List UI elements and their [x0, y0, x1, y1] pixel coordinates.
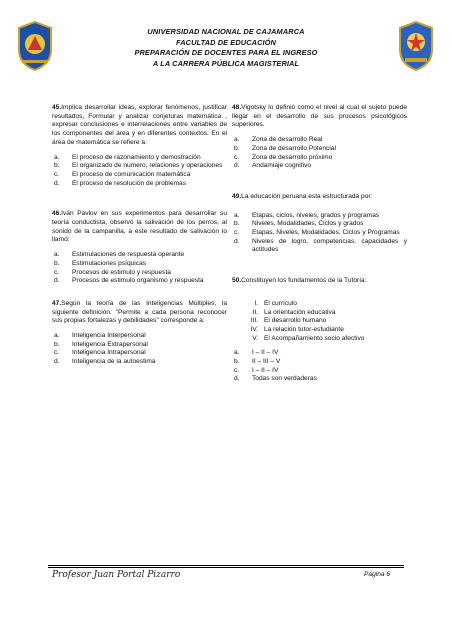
- question-49: [232, 193, 407, 255]
- question-number: 50.: [232, 277, 242, 285]
- option-d: d. Todas son verdaderas: [234, 375, 317, 383]
- statement-item: V. El Acompañamiento socio afectivo: [252, 334, 365, 342]
- footer-rule: [48, 565, 404, 566]
- footer-author: Profesor Juan Portal Pizarro: [52, 570, 181, 580]
- statement-item: I. El currículo: [254, 299, 297, 307]
- question-number: 46.: [52, 210, 62, 218]
- option-a: a. Estimulaciones de respuesta operante: [54, 251, 185, 259]
- option-a: a. Zona de desarrollo Real: [234, 136, 323, 144]
- option-a: a. Inteligencia Interpersonal: [54, 332, 146, 340]
- option-d: d. Inteligencia de la autoestima: [54, 358, 156, 366]
- option-d: d. Andamiaje cognitivo: [234, 162, 312, 170]
- option-b: b. Zona de desarrollo Potencial: [234, 144, 336, 152]
- question-number: 45.: [52, 104, 62, 111]
- question-text: Iván Pavlov en sus experimentos para desarrollar su teoría conductista, observó la salivación de los perros, al sonido de la campanilla, a este resultado de salivación lo llamó:: [52, 210, 227, 244]
- question-text: Implica desarrollar ideas, explorar fenómenos, justificar resultados, Formular y analizar conjeturas matemática , expresar conclusiones e interrelaciones entre variables de los componentes del área y en diferentes contextos. En el área de matemática se refiere a:: [52, 104, 227, 146]
- option-a: a. I – II – IV: [234, 349, 279, 357]
- question-number: 48.: [232, 104, 242, 111]
- question-text: Constituyen los fundamentos de la Tutoría:: [241, 277, 367, 285]
- question-number: 47.: [52, 299, 62, 307]
- option-c: c. I – II – IV: [234, 366, 279, 374]
- right-column: [232, 104, 407, 384]
- option-d: d. Procesos de estimulo organismo y respuesta: [54, 277, 204, 285]
- question-47: [52, 300, 227, 367]
- option-a: a. Etapas, ciclos, niveles, grados y programas: [234, 211, 380, 219]
- header-faculty: FACULTAD DE EDUCACIÓN: [176, 37, 276, 47]
- option-a: a. El proceso de razonamiento y demostración: [54, 153, 201, 161]
- option-b: b. El organizado de numero, relaciones y operaciones: [54, 162, 223, 170]
- document-header: [60, 27, 392, 69]
- option-c: c. Zona de desarrollo próximo: [234, 153, 333, 161]
- question-text: Vigotsky lo definió como el nivel al cual el sujeto puede llegar en el desarrollo de sus procesos psicológicos superiores.: [232, 104, 407, 129]
- question-50: [232, 277, 407, 384]
- option-b: b. Inteligencia Extrapersonal: [54, 340, 148, 348]
- header-program: PREPARACIÓN DE DOCENTES PARA EL INGRESO: [134, 48, 318, 57]
- page-number: Página 6: [364, 571, 391, 578]
- question-48: [232, 104, 407, 171]
- option-d: d. Niveles de logro, competencias, capacidades y actitudes: [234, 237, 407, 254]
- option-c: c. Procesos de estimulo y respuesta: [54, 268, 171, 276]
- option-b: b. II – III – V: [234, 358, 281, 366]
- university-seal-icon: [15, 20, 55, 72]
- statement-item: IV. La relación tutor-estudiante: [250, 325, 344, 333]
- option-b: b. Niveles, Modalidades, Ciclos y grados: [234, 220, 364, 228]
- question-text: La educación peruana esta estructurada por:: [241, 192, 373, 200]
- question-45: [52, 104, 227, 188]
- question-text: Según la teoría de las Inteligencias Múltiples, la siguiente definición: "Permite a cada persona reconocer sus propias fortalezas y debilidades" corresponde a:: [52, 299, 227, 325]
- option-d: d. El proceso de resolución de problemas: [54, 179, 186, 187]
- option-c: c. Inteligencia Intrapersonal: [54, 349, 146, 357]
- statement-item: II. La orientación educativa: [252, 308, 336, 316]
- question-number: 49.: [232, 192, 242, 200]
- option-c: c. El proceso de comunicación matemática: [54, 170, 191, 178]
- header-university: UNIVERSIDAD NACIONAL DE CAJAMARCA: [147, 27, 305, 36]
- header-career: A LA CARRERA PÚBLICA MAGISTERIAL: [152, 58, 300, 68]
- left-column: [52, 104, 227, 367]
- option-c: c. Etapas, Niveles, Modalidades, Ciclos y Programas: [234, 229, 400, 237]
- faculty-seal-icon: [396, 20, 436, 72]
- option-b: b. Estimulaciones psíquicas: [54, 259, 147, 267]
- question-46: [52, 210, 227, 286]
- footer-rule: [48, 567, 404, 568]
- statement-item: III. El desarrollo humano: [250, 317, 327, 325]
